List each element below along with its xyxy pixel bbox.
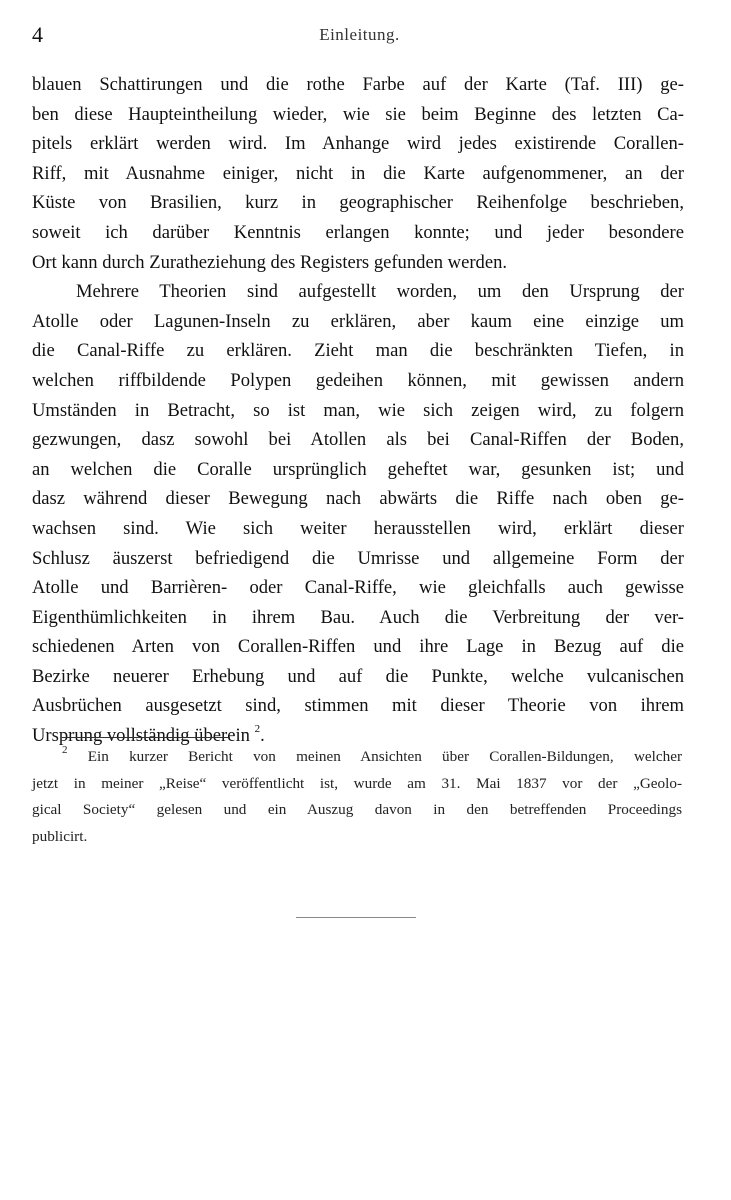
main-text bbox=[32, 70, 684, 751]
footnote-reference: 2 bbox=[254, 722, 261, 735]
text-line: Ort kann durch Zuratheziehung des Registers gefunden werden. bbox=[32, 251, 508, 273]
text-line: Schlusz äuszerst befriedigend die Umrisse und allgemeine Form der bbox=[32, 547, 684, 569]
text-line: Eigenthümlichkeiten in ihrem Bau. Auch die Verbreitung der ver- bbox=[32, 606, 684, 628]
section-end-rule bbox=[296, 917, 416, 918]
footnote-line bbox=[32, 744, 682, 771]
text-line: ben diese Haupteintheilung wieder, wie sie beim Beginne des letzten Ca- bbox=[32, 103, 684, 125]
text-line: blauen Schattirungen und die rothe Farbe auf der Karte (Taf. III) ge- bbox=[32, 74, 684, 95]
text-line: welchen riffbildende Polypen gedeihen können, mit gewissen andern bbox=[32, 369, 684, 391]
text-line: wachsen sind. Wie sich weiter herausstellen wird, erklärt dieser bbox=[32, 517, 684, 539]
text-line: Küste von Brasilien, kurz in geographischer Reihenfolge beschrieben, bbox=[32, 192, 684, 214]
running-title: Einleitung. bbox=[319, 25, 400, 44]
text-line: soweit ich darüber Kenntnis erlangen konnte; und jeder besondere bbox=[32, 221, 684, 243]
paragraph-start-line: Mehrere Theorien sind aufgestellt worden, um den Ursprung der bbox=[76, 281, 684, 303]
text-line: schiedenen Arten von Corallen-Riffen und ihre Lage in Bezug auf die bbox=[32, 636, 684, 658]
final-punctuation: . bbox=[260, 725, 265, 747]
text-line: Atolle oder Lagunen-Inseln zu erklären, aber kaum eine einzige um bbox=[32, 310, 684, 332]
footnote bbox=[32, 744, 682, 850]
text-line: gezwungen, dasz sowohl bei Atollen als bei Canal-Riffen der Boden, bbox=[32, 429, 684, 451]
final-line-text: Ursprung vollständig überein bbox=[32, 725, 250, 747]
footnote-line: publicirt. bbox=[32, 827, 88, 845]
text-line: Umständen in Betracht, so ist man, wie sich zeigen wird, zu folgern bbox=[32, 399, 684, 421]
page-number: 4 bbox=[32, 22, 43, 47]
text-line: Riff, mit Ausnahme einiger, nicht in die Karte aufgenommener, an der bbox=[32, 162, 684, 184]
footnote-marker: 2 bbox=[62, 743, 68, 756]
text-line: Ausbrüchen ausgesetzt sind, stimmen mit dieser Theorie von ihrem bbox=[32, 695, 684, 717]
footnote-first-line-text: Ein kurzer Bericht von meinen Ansichten über Corallen-Bildungen, welcher bbox=[87, 748, 683, 765]
page-header bbox=[32, 22, 687, 48]
footnote-line: gical Society“ gelesen und ein Auszug davon in den betreffenden Proceedings bbox=[32, 801, 682, 818]
text-line: dasz während dieser Bewegung nach abwärts die Riffe nach oben ge- bbox=[32, 488, 684, 510]
footnote-divider bbox=[62, 737, 230, 738]
text-line: Bezirke neuerer Erhebung und auf die Punkte, welche vulcanischen bbox=[32, 665, 684, 687]
text-line: die Canal-Riffe zu erklären. Zieht man die beschränkten Tiefen, in bbox=[32, 340, 684, 362]
text-line: an welchen die Coralle ursprünglich geheftet war, gesunken ist; und bbox=[32, 458, 684, 480]
text-line: Atolle und Barrièren- oder Canal-Riffe, wie gleichfalls auch gewisse bbox=[32, 577, 684, 599]
text-line: pitels erklärt werden wird. Im Anhange wird jedes existirende Corallen- bbox=[32, 133, 684, 155]
footnote-line: jetzt in meiner „Reise“ veröffentlicht ist, wurde am 31. Mai 1837 vor der „Geolo- bbox=[32, 774, 682, 792]
